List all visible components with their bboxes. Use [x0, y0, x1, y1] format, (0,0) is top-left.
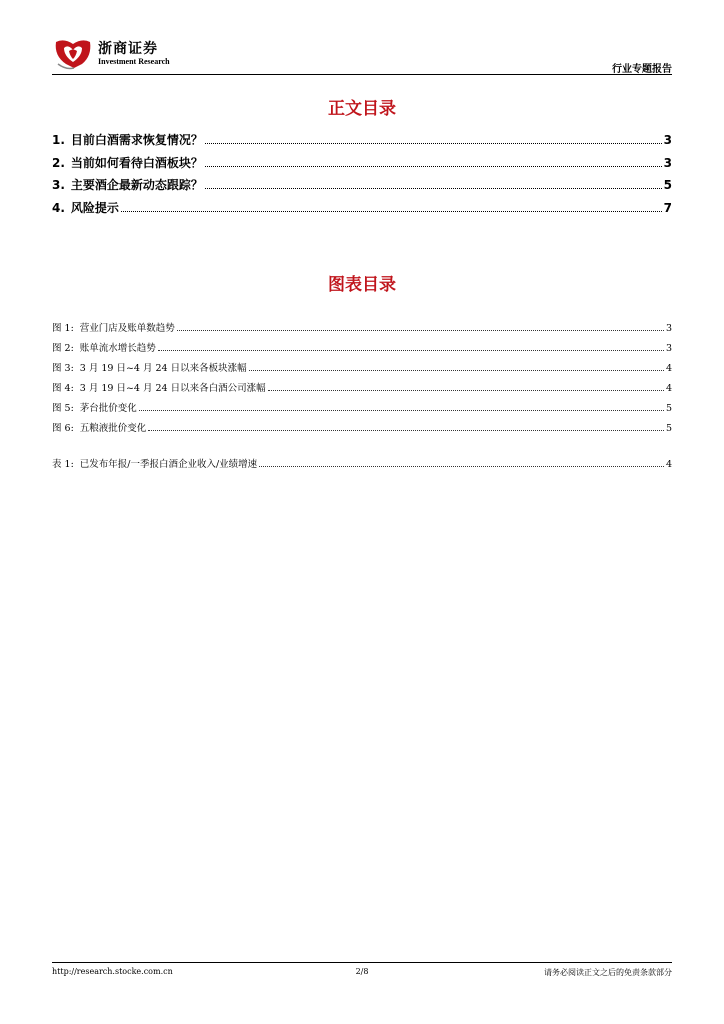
brand-name: 浙商证券	[98, 41, 158, 57]
figure-entry[interactable]	[52, 320, 672, 340]
figure-entry-page: 4	[665, 383, 672, 394]
dot-leader	[139, 410, 664, 411]
figure-entry-number: 图 3:	[52, 363, 74, 374]
dot-leader	[205, 166, 662, 167]
figure-entry-page: 5	[665, 403, 672, 414]
figure-entry-number: 图 1:	[52, 323, 74, 334]
toc-entry-number: 2.	[52, 155, 65, 170]
figure-toc-title: 图表目录	[328, 275, 396, 295]
footer-divider	[52, 962, 672, 963]
dot-leader	[205, 188, 662, 189]
toc-entry-number: 1.	[52, 133, 65, 147]
figure-entry-text: 茅台批价变化	[79, 403, 137, 414]
figure-entry[interactable]	[52, 400, 672, 420]
figure-entry-number: 图 5:	[52, 403, 74, 414]
toc-entry-text: 当前如何看待白酒板块？	[70, 155, 203, 170]
toc-entry[interactable]	[52, 154, 672, 177]
dot-leader	[148, 430, 664, 431]
header-divider	[52, 74, 672, 75]
figure-entry[interactable]	[52, 420, 672, 440]
figure-entry-text: 五粮液批价变化	[79, 423, 147, 434]
main-toc-title: 正文目录	[328, 99, 396, 119]
toc-entry-page: 3	[663, 155, 672, 170]
footer-url-link[interactable]: http://research.stocke.com.cn	[52, 967, 173, 976]
toc-entry-number: 4.	[52, 200, 65, 215]
page-number: 2/8	[355, 967, 369, 976]
figure-list	[52, 320, 672, 440]
figure-entry-number: 图 4:	[52, 383, 74, 394]
toc-entry[interactable]	[52, 199, 672, 222]
table-entry-page: 4	[665, 459, 672, 470]
toc-entry-page: 5	[663, 178, 672, 192]
table-list	[52, 456, 672, 476]
dot-leader	[268, 390, 664, 391]
toc-entry[interactable]	[52, 131, 672, 154]
figure-entry[interactable]	[52, 380, 672, 400]
figure-entry-text: 账单流水增长趋势	[79, 343, 156, 354]
figure-entry-page: 4	[665, 363, 672, 374]
figure-entry-page: 5	[665, 423, 672, 434]
figure-entry-text: 营业门店及账单数趋势	[79, 323, 175, 334]
figure-entry[interactable]	[52, 360, 672, 380]
figure-entry-text: 3 月 19 日~4 月 24 日以来各板块涨幅	[79, 363, 247, 374]
table-entry-text: 已发布年报/一季报白酒企业收入/业绩增速	[79, 459, 258, 470]
toc-entry-page: 3	[663, 133, 672, 147]
figure-entry-page: 3	[665, 323, 672, 334]
brand-subtitle: Investment Research	[98, 57, 170, 66]
dot-leader	[121, 211, 662, 212]
dot-leader	[177, 330, 664, 331]
table-entry[interactable]	[52, 456, 672, 476]
dot-leader	[205, 143, 662, 144]
figure-entry-page: 3	[665, 343, 672, 354]
toc-entry[interactable]	[52, 176, 672, 199]
dot-leader	[259, 466, 664, 467]
toc-entry-text: 风险提示	[70, 200, 119, 215]
figure-entry-text: 3 月 19 日~4 月 24 日以来各白酒公司涨幅	[79, 383, 266, 394]
table-entry-number: 表 1:	[52, 459, 74, 470]
figure-entry-number: 图 2:	[52, 343, 74, 354]
toc-entry-text: 目前白酒需求恢复情况？	[70, 133, 203, 147]
dot-leader	[158, 350, 664, 351]
figure-entry[interactable]	[52, 340, 672, 360]
report-type-label: 行业专题报告	[612, 64, 672, 75]
toc-entry-page: 7	[663, 200, 672, 215]
footer-disclaimer: 请务必阅读正文之后的免责条款部分	[544, 968, 672, 977]
toc-entry-number: 3.	[52, 178, 65, 192]
toc-entry-text: 主要酒企最新动态跟踪？	[70, 178, 203, 192]
figure-entry-number: 图 6:	[52, 423, 74, 434]
dot-leader	[249, 370, 664, 371]
company-logo-icon	[52, 34, 94, 70]
main-toc	[52, 131, 672, 221]
